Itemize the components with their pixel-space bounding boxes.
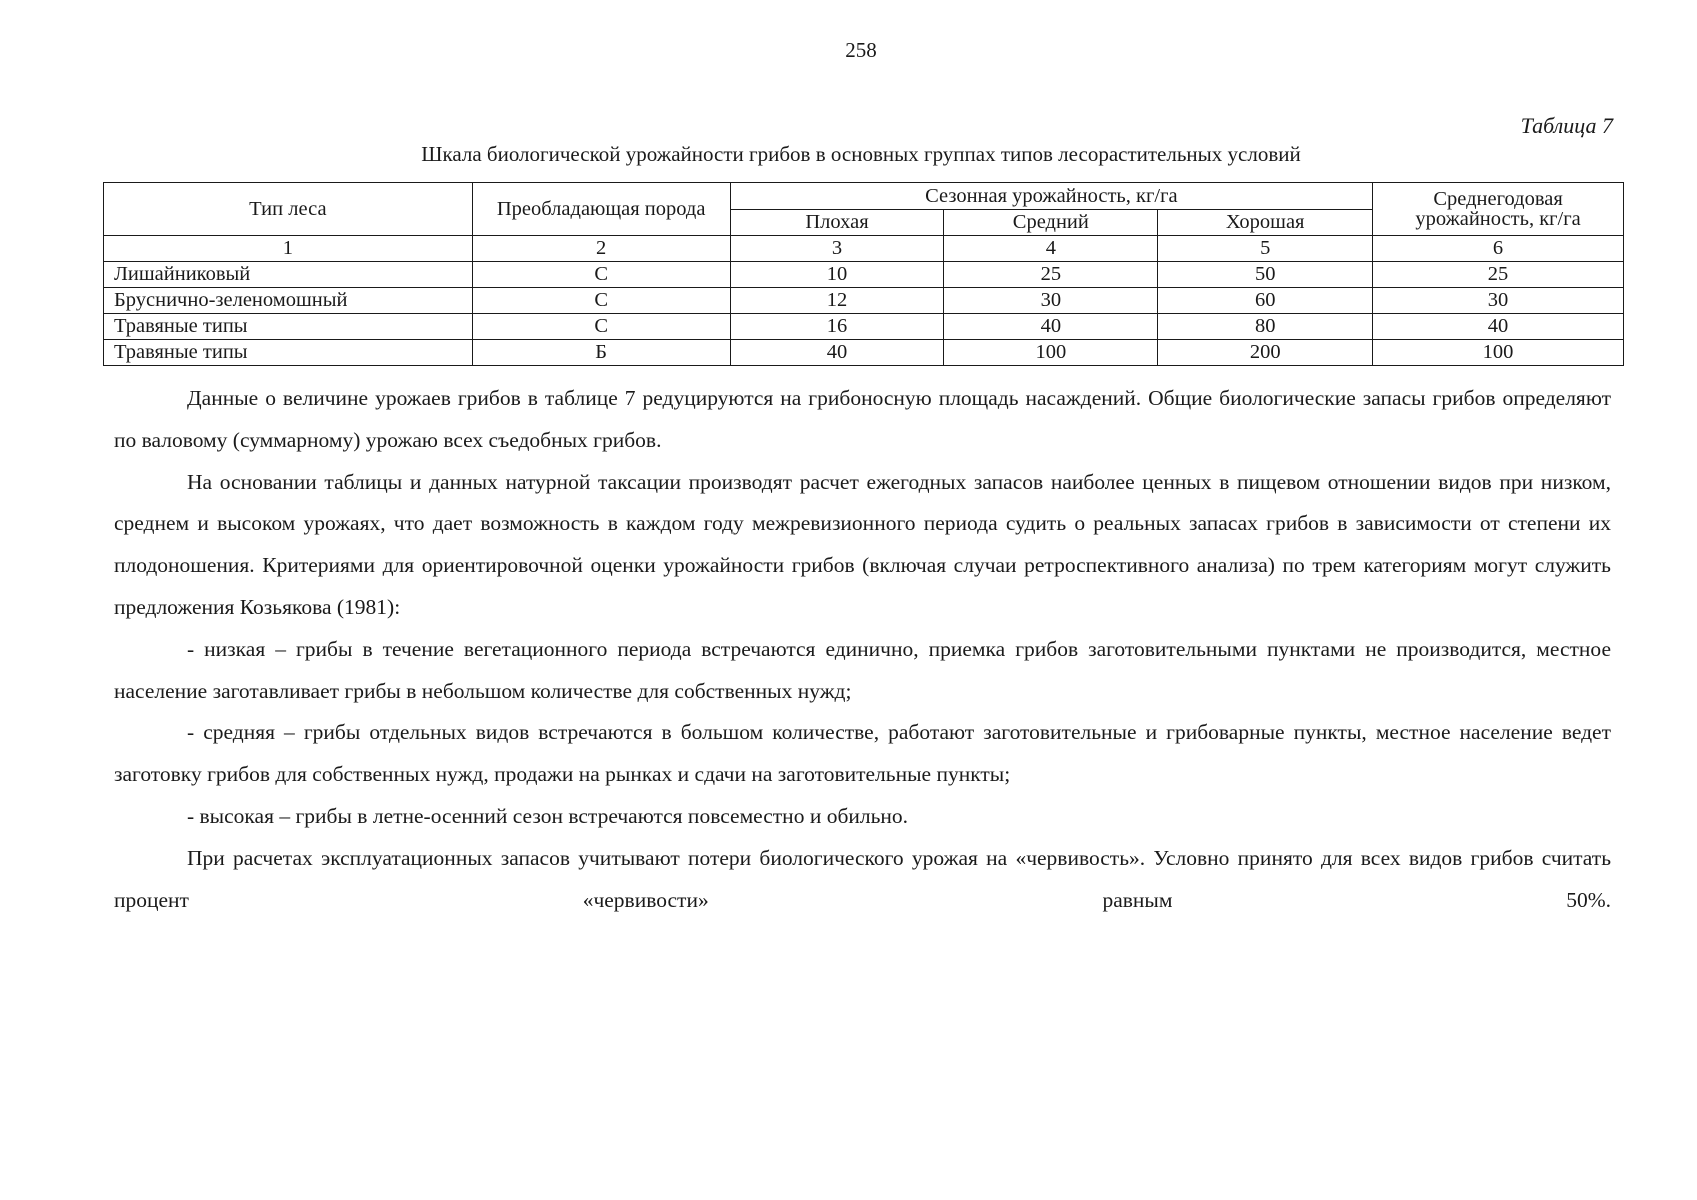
header-good: Хорошая: [1158, 210, 1373, 236]
table-label: Таблица 7: [1520, 113, 1613, 138]
cell-good: 60: [1158, 288, 1373, 314]
cell-good: 80: [1158, 314, 1373, 340]
table-row: [104, 288, 1624, 314]
header-medium: Средний: [944, 210, 1158, 236]
paragraph-calculation: На основании таблицы и данных натурной таксации производят расчет ежегодных запасов наиболее ценных в пищевом отношении видов при низком, среднем и высоком урожаях, что дает возможность в каждом году межревизионного периода судить о реальных запасах грибов в зависимости от степени их плодоношения. Критериями для ориентировочной оценки урожайности грибов (включая случаи ретроспективного анализа) по трем категориям могут служить предложения Козьякова (1981):: [114, 469, 1611, 619]
cell-avg: 30: [1373, 288, 1624, 314]
header-seasonal-yield: Сезонная урожайность, кг/га: [730, 183, 1373, 210]
criterion-low: - низкая – грибы в течение вегетационного периода встречаются единично, приемка грибов заготовительными пунктами не производится, местное население заготавливает грибы в небольшом количестве для собственных нужд;: [114, 636, 1611, 703]
cell-species: Б: [472, 340, 730, 366]
cell-forest-type: Лишайниковый: [104, 262, 473, 288]
cell-medium: 100: [944, 340, 1158, 366]
cell-forest-type: Травяные типы: [104, 314, 473, 340]
cell-species: С: [472, 262, 730, 288]
cell-poor: 10: [730, 262, 944, 288]
paragraph-data-reduction: Данные о величине урожаев грибов в таблице 7 редуцируются на грибоносную площадь насаждений. Общие биологические запасы грибов определяют по валовому (суммарному) урожаю всех съедобных грибов.: [114, 386, 1611, 452]
cell-poor: 16: [730, 314, 944, 340]
column-number-row: [104, 236, 1624, 262]
body-text: [114, 378, 1611, 921]
header-forest-type: Тип леса: [104, 183, 473, 236]
header-dominant-species: Преобладающая порода: [472, 183, 730, 236]
criterion-medium: - средняя – грибы отдельных видов встречаются в большом количестве, работают заготовительные и грибоварные пункты, местное население ведет заготовку грибов для собственных нужд, продажи на рынках и сдачи на заготовительные пункты;: [114, 720, 1611, 787]
cell-poor: 40: [730, 340, 944, 366]
cell-species: С: [472, 288, 730, 314]
table-row: [104, 314, 1624, 340]
header-avg-yield: Среднегодовая урожайность, кг/га: [1373, 183, 1624, 236]
cell-good: 200: [1158, 340, 1373, 366]
table-row: [104, 340, 1624, 366]
paragraph-wormy-losses: При расчетах эксплуатационных запасов учитывают потери биологического урожая на «червивость». Условно принято для всех видов грибов считать процент «червивости» равным 50%.: [114, 845, 1611, 912]
yield-table: [103, 182, 1624, 366]
column-number: 6: [1373, 236, 1624, 262]
cell-avg: 40: [1373, 314, 1624, 340]
table-row: [104, 262, 1624, 288]
cell-good: 50: [1158, 262, 1373, 288]
criterion-high: - высокая – грибы в летне-осенний сезон встречаются повсеместно и обильно.: [187, 803, 909, 828]
table-title: Шкала биологической урожайности грибов в основных группах типов лесорастительных условий: [421, 142, 1301, 166]
cell-forest-type: Травяные типы: [104, 340, 473, 366]
column-number: 3: [730, 236, 944, 262]
column-number: 4: [944, 236, 1158, 262]
cell-poor: 12: [730, 288, 944, 314]
cell-medium: 30: [944, 288, 1158, 314]
cell-forest-type: Бруснично-зеленомошный: [104, 288, 473, 314]
header-poor: Плохая: [730, 210, 944, 236]
cell-avg: 100: [1373, 340, 1624, 366]
column-number: 1: [104, 236, 473, 262]
cell-medium: 40: [944, 314, 1158, 340]
column-number: 2: [472, 236, 730, 262]
cell-medium: 25: [944, 262, 1158, 288]
cell-species: С: [472, 314, 730, 340]
cell-avg: 25: [1373, 262, 1624, 288]
page-number: 258: [845, 38, 877, 62]
column-number: 5: [1158, 236, 1373, 262]
